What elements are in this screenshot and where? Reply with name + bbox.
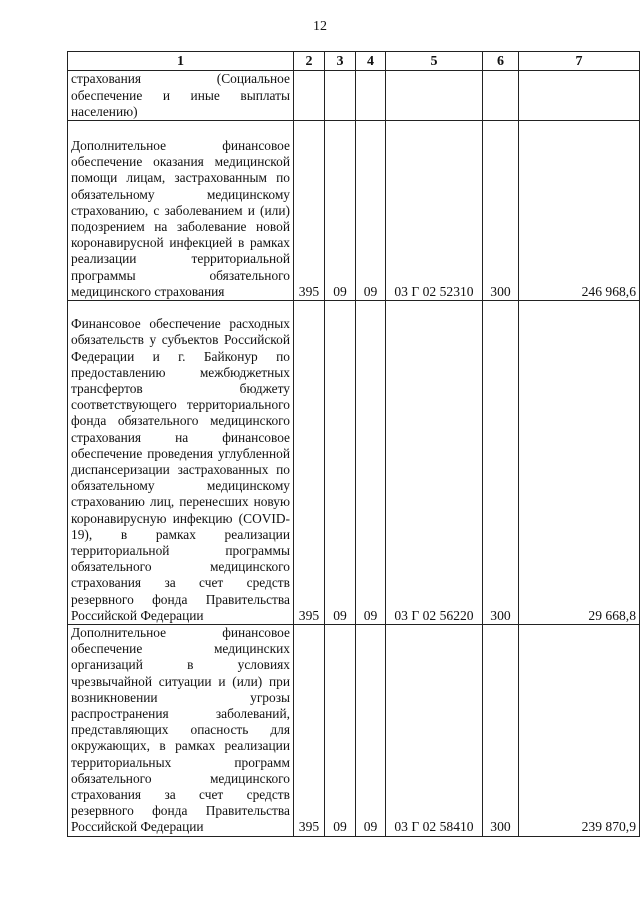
table-row	[68, 301, 640, 625]
table-row	[68, 71, 640, 121]
header-cell-1: 1	[68, 52, 294, 71]
target-article: 03 Г 02 52310	[386, 121, 483, 301]
target-article	[386, 71, 483, 121]
amount: 239 870,9	[519, 625, 640, 837]
amount: 29 668,8	[519, 301, 640, 625]
expense-type	[483, 71, 519, 121]
amount	[519, 71, 640, 121]
ministry-code	[294, 71, 325, 121]
target-article: 03 Г 02 56220	[386, 301, 483, 625]
expense-type: 300	[483, 625, 519, 837]
page-number: 12	[313, 19, 327, 34]
header-cell-7: 7	[519, 52, 640, 71]
expense-name: Финансовое обеспечение расходных обязательств у субъектов Российской Федерации и г. Байконур по предоставлению межбюджетных трансфертов бюджету соответствующего территориального фонда обязательного медицинского страхования на финансовое обеспечение проведения углубленной диспансеризации застрахованных по обязательному медицинскому страхованию лиц, перенесших новую коронавирусную инфекцию (COVID-19), в рамках реализации территориальной программы обязательного медицинского страхования за счет средств резервного фонда Правительства Российской Федерации	[68, 301, 294, 625]
table-row	[68, 625, 640, 837]
ministry-code: 395	[294, 301, 325, 625]
header-cell-5: 5	[386, 52, 483, 71]
ministry-code: 395	[294, 121, 325, 301]
header-row	[68, 52, 640, 71]
budget-table	[67, 51, 640, 837]
section-code	[325, 71, 356, 121]
header-cell-4: 4	[356, 52, 386, 71]
expense-type: 300	[483, 121, 519, 301]
header-cell-6: 6	[483, 52, 519, 71]
expense-name: Дополнительное финансовое обеспечение оказания медицинской помощи лицам, застрахованным по обязательному медицинскому страхованию, с заболеванием и (или) подозрением на заболевание новой коронавирусной инфекцией в рамках реализации территориальной программы обязательного медицинского страхования	[68, 121, 294, 301]
amount: 246 968,6	[519, 121, 640, 301]
subsection-code: 09	[356, 121, 386, 301]
section-code: 09	[325, 301, 356, 625]
target-article: 03 Г 02 58410	[386, 625, 483, 837]
ministry-code: 395	[294, 625, 325, 837]
table-row	[68, 121, 640, 301]
expense-type: 300	[483, 301, 519, 625]
expense-name: Дополнительное финансовое обеспечение медицинских организаций в условиях чрезвычайной ситуации и (или) при возникновении угрозы распространения заболеваний, представляющих опасность для окружающих, в рамках реализации территориальных программ обязательного медицинского страхования за счет средств резервного фонда Правительства Российской Федерации	[68, 625, 294, 837]
header-cell-2: 2	[294, 52, 325, 71]
section-code: 09	[325, 625, 356, 837]
subsection-code: 09	[356, 625, 386, 837]
subsection-code: 09	[356, 301, 386, 625]
expense-name: страхования (Социальное обеспечение и иные выплаты населению)	[68, 71, 294, 121]
section-code: 09	[325, 121, 356, 301]
header-cell-3: 3	[325, 52, 356, 71]
subsection-code	[356, 71, 386, 121]
